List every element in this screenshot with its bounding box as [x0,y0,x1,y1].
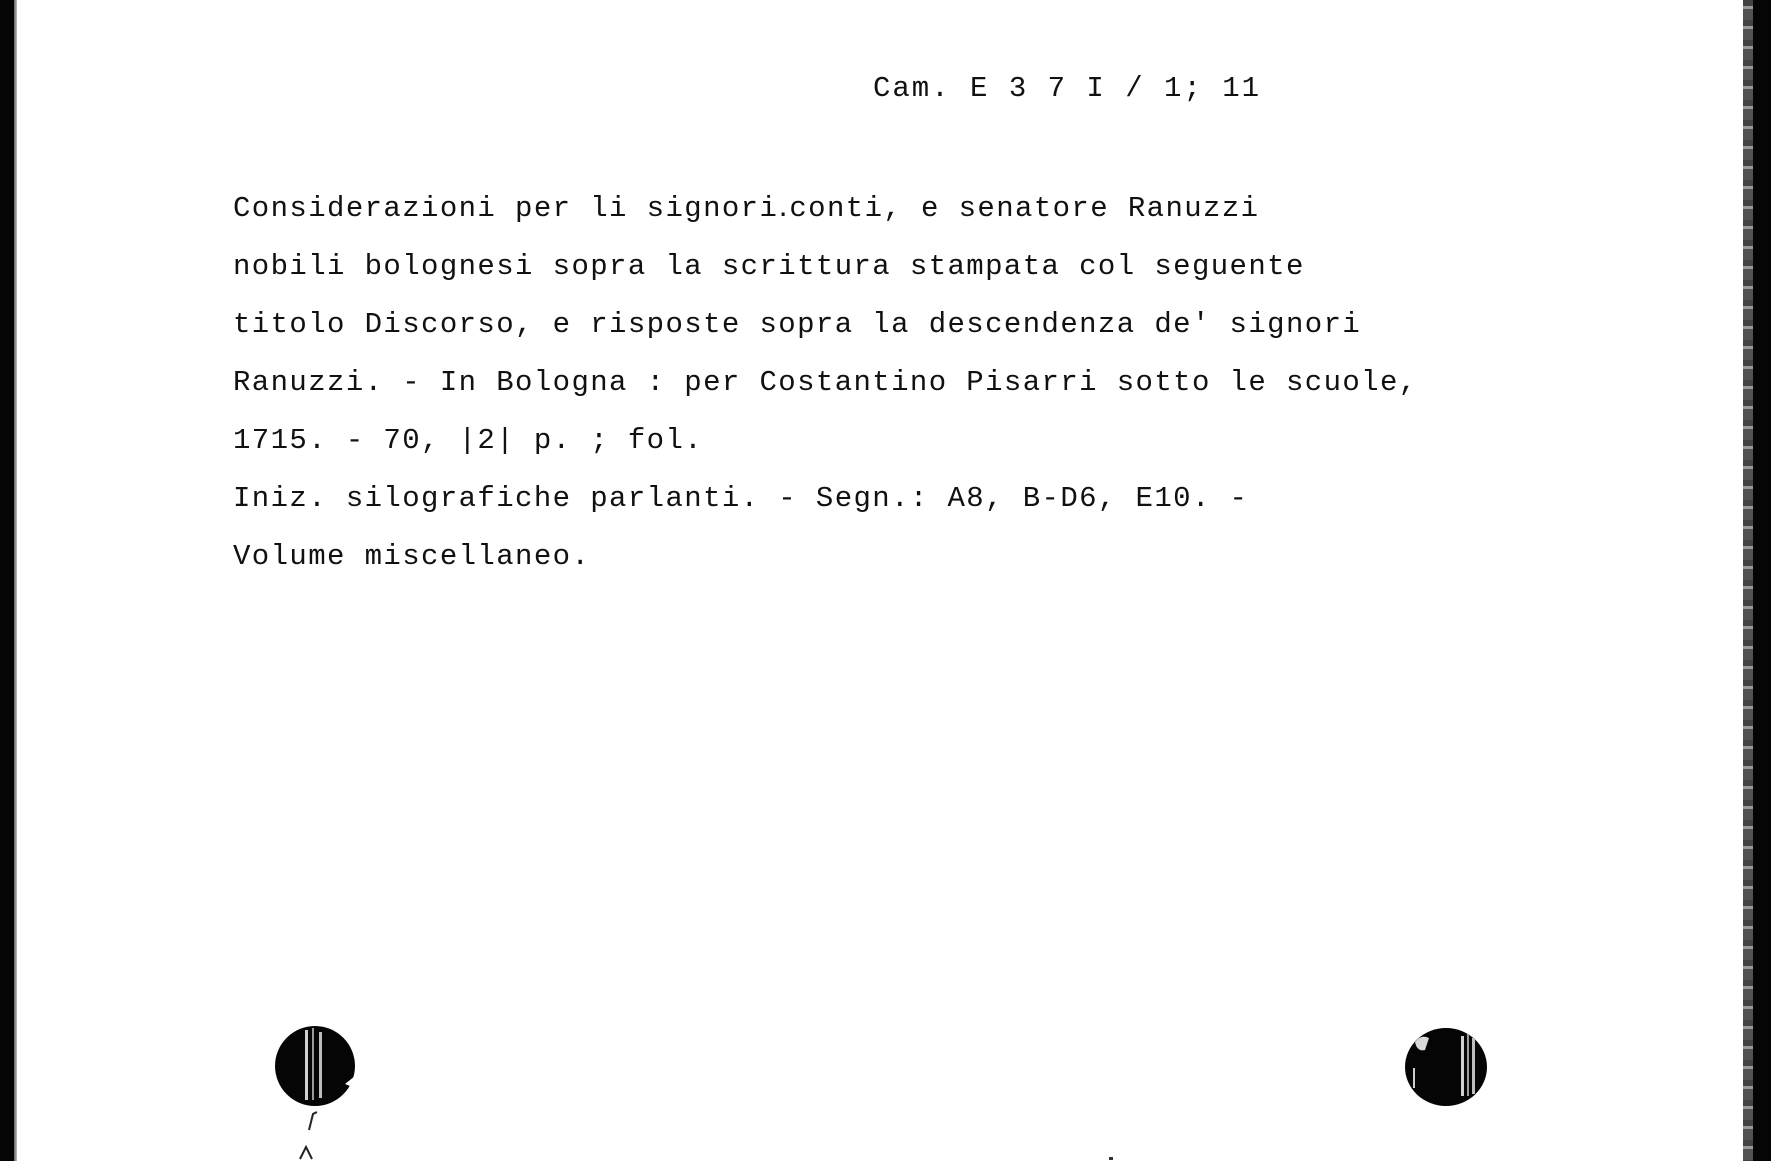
description-line: Considerazioni per li signori․conti, e senatore Ranuzzi [233,192,1260,225]
scan-edge-right [1753,0,1771,1161]
punch-hole-right [1405,1028,1487,1106]
description-line: 1715. - 70, |2| p. ; fol. [233,424,704,457]
description-line: nobili bolognesi sopra la scrittura stampata col seguente [233,250,1305,283]
shelfmark: Cam. E 3 7 I / 1; 11 [873,72,1262,105]
scan-speck [305,1108,325,1132]
description-line: Ranuzzi. - In Bologna : per Costantino Pisarri sotto le scuole, [233,366,1418,399]
punch-hole-left [275,1026,355,1106]
description-line: titolo Discorso, e risposte sopra la descendenza de' signori [233,308,1362,341]
scan-speck [298,1145,314,1161]
scan-speck [1109,1157,1113,1160]
scan-edge-left [0,0,14,1161]
description-line: Volume miscellaneo. [233,540,591,573]
description-line: Iniz. silografiche parlanti. - Segn.: A8, B-D6, E10. - [233,482,1249,515]
bibliographic-description [233,180,1533,586]
